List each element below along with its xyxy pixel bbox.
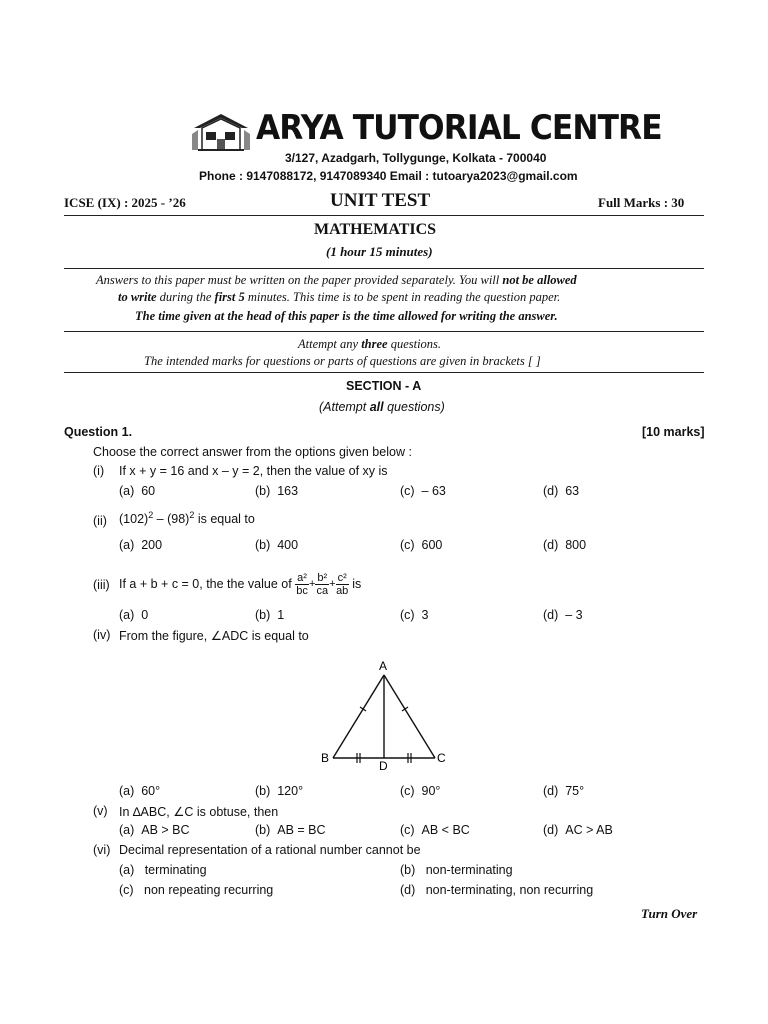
divider <box>64 215 704 216</box>
section-note: (Attempt all questions) <box>319 400 445 414</box>
turn-over: Turn Over <box>641 906 698 921</box>
option: (a) 200 <box>119 538 163 552</box>
vertex-label-a: A <box>379 659 388 673</box>
option: (d) 800 <box>543 538 587 552</box>
triangle-figure <box>318 655 454 775</box>
marks-note: The intended marks for questions or parts of questions are given in brackets [ ] <box>144 354 541 368</box>
item-text: If a + b + c = 0, the the value of $\frac{\text{a²}}{bc}$ + $\frac{\text{b²}}{ca}$ + $\frac{\text{c²}}{ab}$ is <box>119 571 362 597</box>
contact-line: Phone : 9147088172, 9147089340 Email : tutoarya2023@gmail.com <box>199 169 578 183</box>
divider <box>64 268 704 269</box>
vertex-label-b: B <box>321 751 330 765</box>
item-number: (vi) <box>93 843 111 857</box>
question-label: Question 1. <box>64 425 133 439</box>
item-number: (ii) <box>93 514 107 528</box>
option: (d) AC > AB <box>543 823 613 837</box>
option: (b) 400 <box>255 538 299 552</box>
option: (c) 90° <box>400 784 441 798</box>
instruction-line-3: The time given at the head of this paper is the time allowed for writing the answer. <box>135 309 558 323</box>
item-number: (i) <box>93 464 105 478</box>
centre-title: ARYA TUTORIAL CENTRE <box>256 108 662 148</box>
vertex-label-c: C <box>437 751 446 765</box>
item-expression: $(102)^2 - (98)^2$ is equal to <box>119 510 255 527</box>
fraction: $\frac{\text{b²}}{ca}$ <box>316 571 329 597</box>
option: (a) AB > BC <box>119 823 190 837</box>
option: (d) – 3 <box>543 608 583 622</box>
divider <box>64 372 704 373</box>
option: (d) 75° <box>543 784 585 798</box>
section-title: SECTION - A <box>346 379 422 393</box>
option: (c) – 63 <box>400 484 446 498</box>
item-number: (v) <box>93 804 108 818</box>
option: (c) non repeating recurring <box>119 883 274 897</box>
question-intro: Choose the correct answer from the options given below : <box>93 445 412 459</box>
item-number: (iv) <box>93 628 111 642</box>
item-text: Decimal representation of a rational number cannot be <box>119 843 421 857</box>
fraction: $\frac{\text{a²}}{bc}$ <box>296 571 308 597</box>
attempt-note: Attempt any three questions. <box>298 337 442 351</box>
option: (d) non-terminating, non recurring <box>400 883 594 897</box>
option: (a) 60° <box>119 784 161 798</box>
class-year: ICSE (IX) : 2025 - ’26 <box>64 195 186 210</box>
house-logo-icon <box>192 112 250 152</box>
fraction: $\frac{\text{c²}}{ab}$ <box>336 571 349 597</box>
vertex-label-d: D <box>379 759 388 773</box>
option: (c) 600 <box>400 538 443 552</box>
option: (b) AB = BC <box>255 823 326 837</box>
instruction-line-1: Answers to this paper must be written on the paper provided separately. You will not be allowed <box>96 273 577 287</box>
option: (b) non-terminating <box>400 863 513 877</box>
option: (a) 60 <box>119 484 156 498</box>
full-marks: Full Marks : 30 <box>598 195 685 210</box>
option: (b) 120° <box>255 784 304 798</box>
option: (c) 3 <box>400 608 429 622</box>
option: (b) 1 <box>255 608 285 622</box>
item-text: If x + y = 16 and x – y = 2, then the value of xy is <box>119 464 388 478</box>
divider <box>64 331 704 332</box>
test-name: UNIT TEST <box>330 190 431 211</box>
item-number: (iii) <box>93 578 110 592</box>
instruction-line-2: to write during the first 5 minutes. This time is to be spent in reading the question paper. <box>118 290 561 304</box>
subject-title: MATHEMATICS <box>314 221 437 238</box>
item-text: In ∆ABC, ∠C is obtuse, then <box>119 805 279 819</box>
address-line: 3/127, Azadgarh, Tollygunge, Kolkata - 700040 <box>285 151 547 165</box>
option: (a) terminating <box>119 863 207 877</box>
option: (d) 63 <box>543 484 580 498</box>
question-marks: [10 marks] <box>642 425 705 439</box>
option: (a) 0 <box>119 608 149 622</box>
option: (c) AB < BC <box>400 823 470 837</box>
duration: (1 hour 15 minutes) <box>326 244 433 259</box>
item-text: From the figure, ∠ADC is equal to <box>119 629 309 643</box>
option: (b) 163 <box>255 484 299 498</box>
